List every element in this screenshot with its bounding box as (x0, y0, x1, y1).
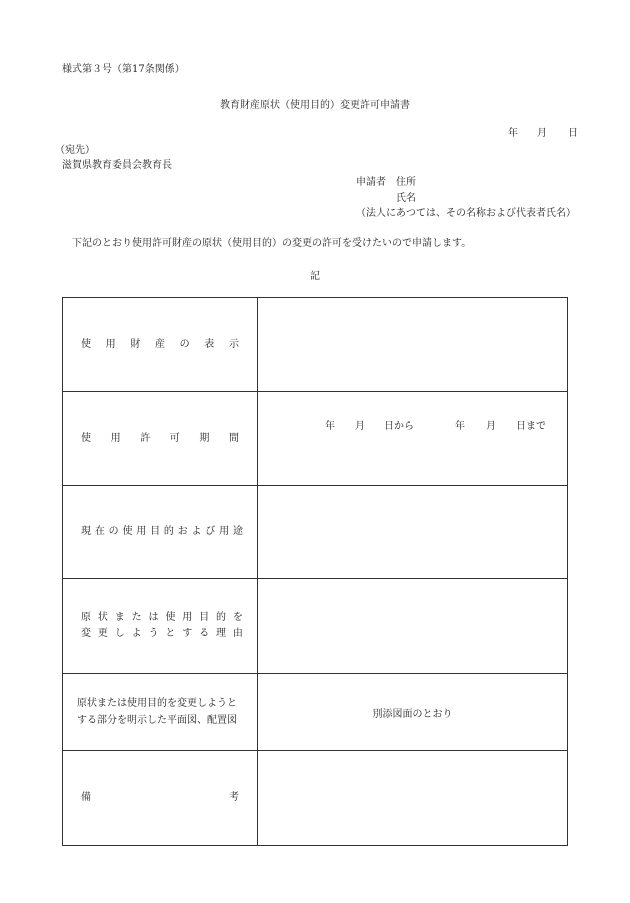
char: 使 (165, 612, 176, 623)
char: の (179, 338, 190, 350)
char: う (148, 628, 159, 639)
period-end-year: 年 (455, 421, 465, 432)
char: 許 (140, 432, 151, 444)
char: 使 (81, 432, 91, 444)
ki-heading: 記 (310, 271, 320, 282)
char: 途 (232, 526, 243, 537)
plan-value-text: 別添図面のとおり (372, 708, 453, 720)
char: 的 (163, 526, 174, 537)
char: よ (191, 526, 202, 537)
char: お (177, 526, 188, 537)
char: す (182, 628, 193, 639)
char: ま (114, 612, 125, 623)
char: 考 (229, 792, 239, 803)
char: 備 (81, 792, 91, 803)
value-property[interactable] (258, 298, 568, 392)
char: を (232, 612, 243, 623)
label-plan-line2: する部分を明示した平面図、配置図 (77, 715, 237, 726)
label-plan-line1: 原状または使用目的を変更しようと (77, 698, 237, 709)
label-reason-line1 (81, 610, 243, 626)
applicant-address-label: 住所 (396, 177, 416, 188)
char: 現 (81, 526, 91, 537)
value-remarks[interactable] (258, 751, 568, 846)
period-start-day: 日から (384, 421, 414, 432)
label-remarks (63, 751, 258, 846)
value-period[interactable] (258, 392, 568, 486)
value-reason[interactable] (258, 579, 568, 674)
char: 示 (228, 338, 239, 350)
char: 変 (81, 628, 91, 639)
applicant-note: （法人にあつては、その名称および代表者氏名） (356, 208, 576, 219)
label-period (63, 392, 258, 486)
applicant-name-label: 氏名 (396, 193, 416, 204)
char: よ (131, 628, 142, 639)
label-plan (63, 674, 258, 751)
char: 用 (136, 526, 147, 537)
char: 期 (199, 432, 210, 444)
char: 更 (97, 628, 108, 639)
label-property-text (81, 337, 239, 353)
char: 用 (105, 338, 116, 350)
char: 表 (204, 338, 215, 350)
char: 使 (81, 338, 91, 350)
label-reason-line2 (81, 626, 243, 642)
char: 財 (130, 338, 141, 350)
row-remarks (63, 751, 568, 846)
form-number: 様式第３号（第17条関係） (62, 64, 185, 75)
row-current-use (63, 486, 568, 579)
char: る (199, 628, 210, 639)
date-year: 年 (508, 128, 518, 139)
label-current-use-text (81, 524, 243, 540)
row-property (63, 298, 568, 392)
period-start-month: 月 (355, 421, 365, 432)
char: び (205, 526, 216, 537)
row-reason (63, 579, 568, 674)
char: 原 (81, 612, 91, 623)
applicant-label: 申請者 (356, 177, 386, 188)
period-end-month: 月 (486, 421, 496, 432)
char: 可 (169, 432, 180, 444)
char: し (114, 628, 125, 639)
application-table (62, 297, 568, 846)
char: 用 (182, 612, 193, 623)
document-title: 教育財産原状（使用目的）変更許可申請書 (220, 100, 410, 111)
addressee: 滋賀県教育委員会教育長 (62, 160, 172, 171)
char: は (148, 612, 159, 623)
char: た (131, 612, 142, 623)
char: 目 (199, 612, 210, 623)
label-reason (63, 579, 258, 674)
label-remarks-text (81, 790, 239, 806)
period-start-year: 年 (325, 421, 335, 432)
addressee-label: （宛先） (55, 145, 95, 156)
char: 状 (97, 612, 108, 623)
value-plan (258, 674, 568, 751)
char: 由 (232, 628, 243, 639)
label-current-use (63, 486, 258, 579)
char: 在 (94, 526, 105, 537)
label-property (63, 298, 258, 392)
char: 産 (154, 338, 165, 350)
label-period-text (81, 431, 239, 447)
row-plan (63, 674, 568, 751)
char: 的 (216, 612, 226, 623)
char: 用 (110, 432, 121, 444)
date-month: 月 (537, 128, 547, 139)
char: と (165, 628, 176, 639)
char: 理 (216, 628, 226, 639)
char: 使 (122, 526, 133, 537)
date-day: 日 (568, 128, 578, 139)
char: 用 (219, 526, 230, 537)
body-text: 下記のとおり使用許可財産の原状（使用目的）の変更の許可を受けたいので申請します。 (72, 238, 472, 249)
value-current-use[interactable] (258, 486, 568, 579)
char: の (108, 526, 119, 537)
char: 目 (150, 526, 161, 537)
char: 間 (228, 432, 239, 444)
period-end-day: 日まで (516, 421, 546, 432)
row-period (63, 392, 568, 486)
